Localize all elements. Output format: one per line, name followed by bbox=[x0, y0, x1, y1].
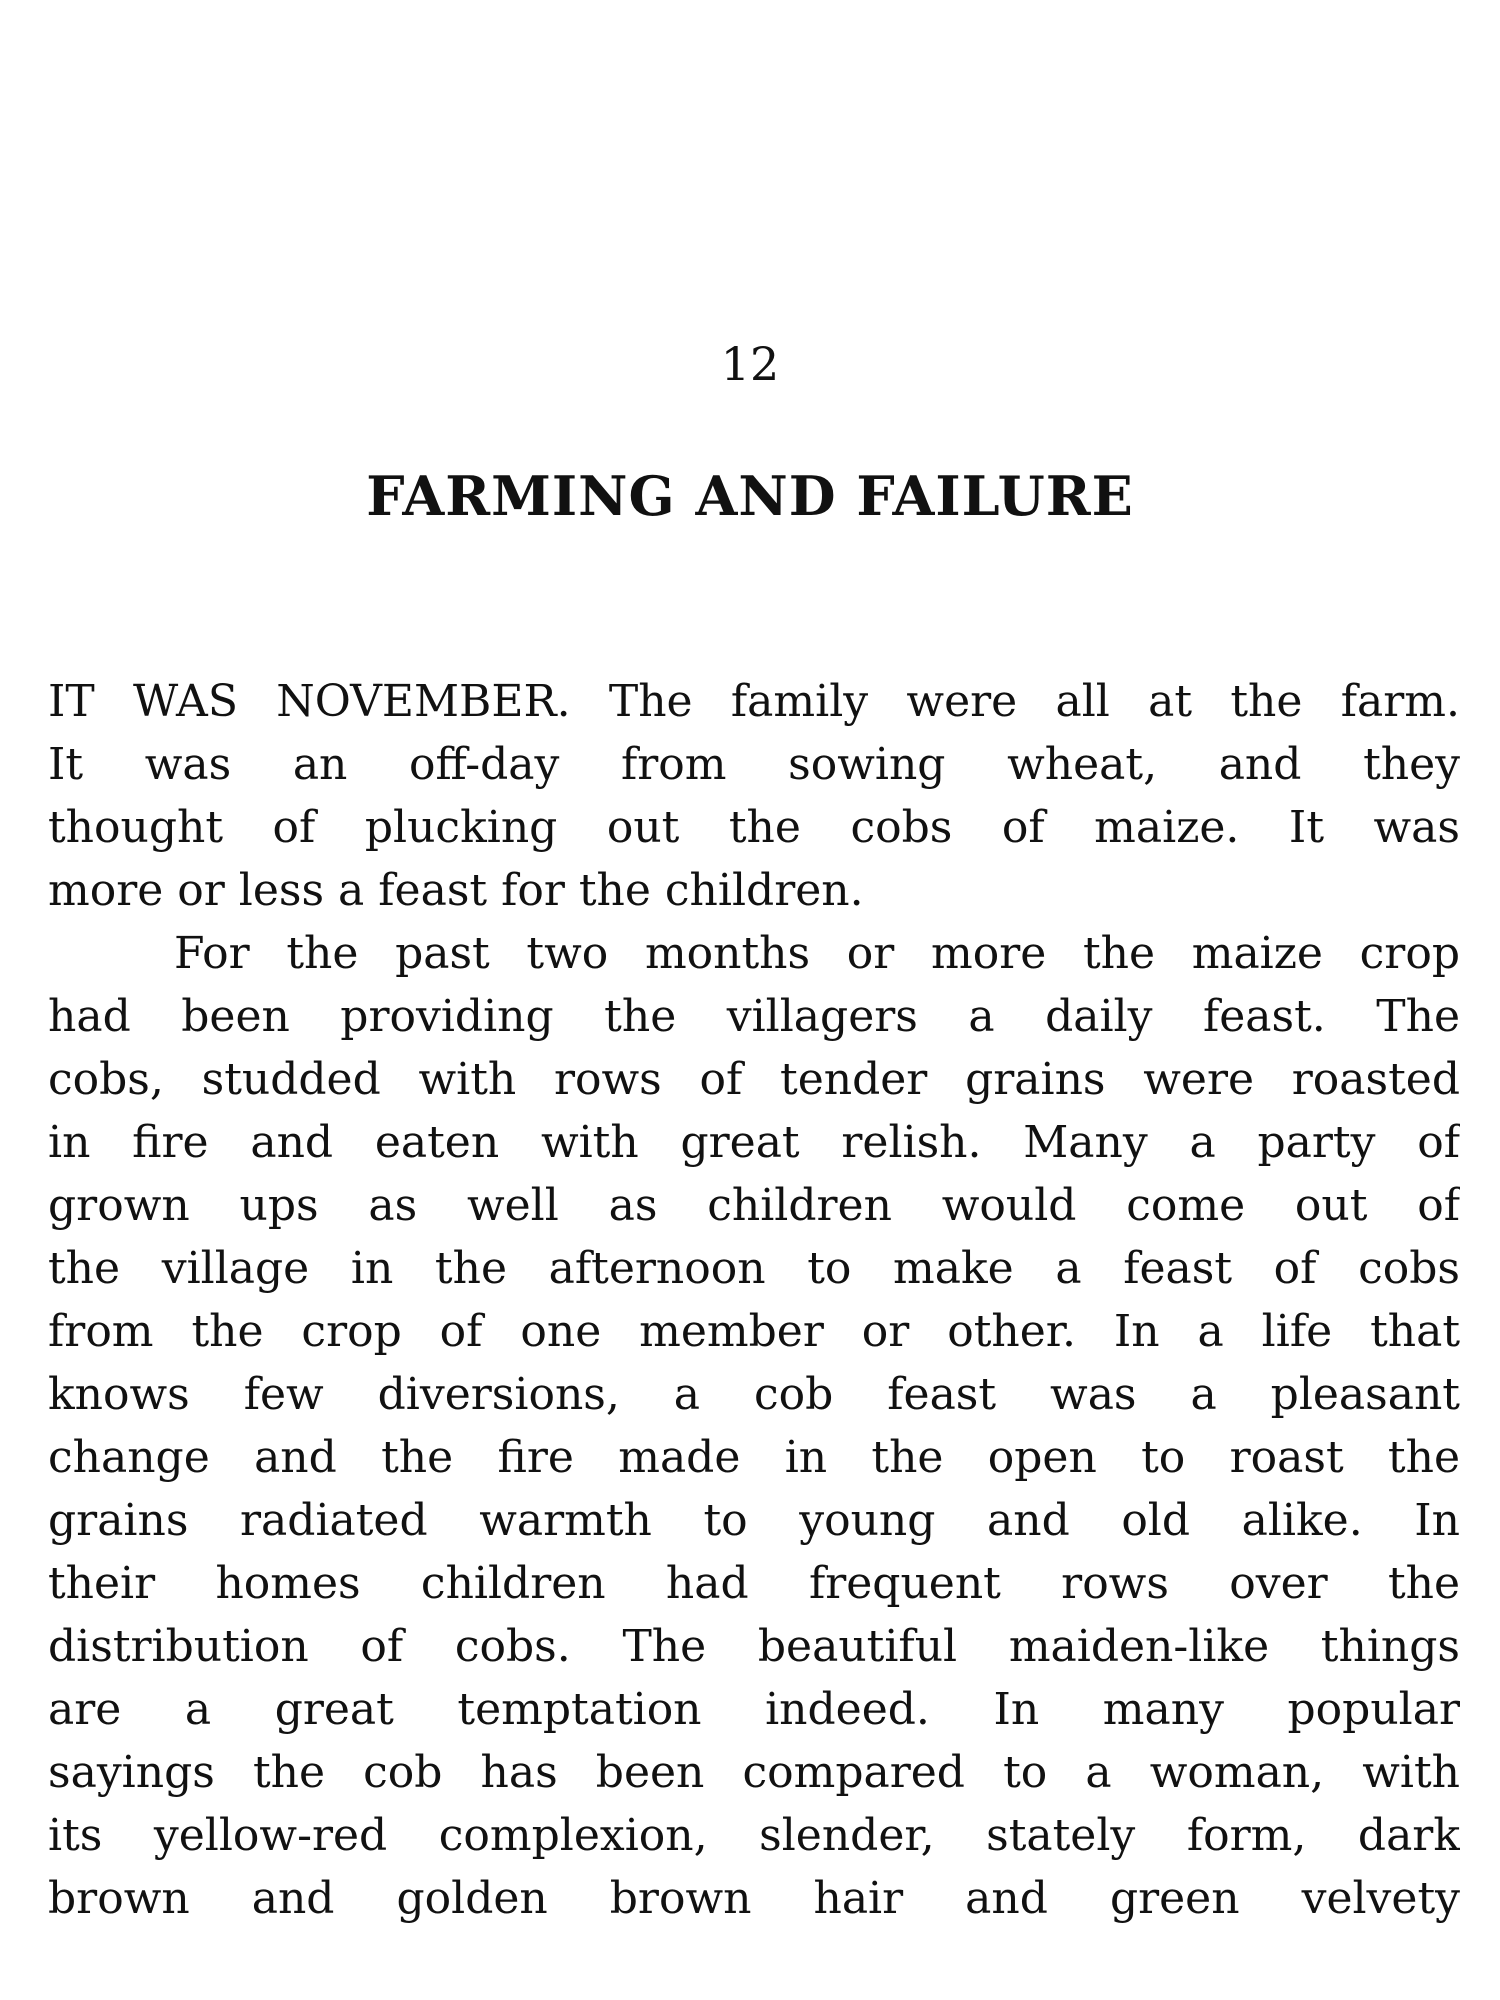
text-line: For the past two months or more the maize crop bbox=[174, 928, 1460, 979]
text-line: change and the fire made in the open to roast the bbox=[48, 1432, 1460, 1483]
text-line: the village in the afternoon to make a feast of cobs bbox=[48, 1243, 1460, 1294]
chapter-title: FARMING AND FAILURE bbox=[366, 464, 1134, 528]
text-line: grown ups as well as children would come out of bbox=[48, 1180, 1460, 1231]
text-line: thought of plucking out the cobs of maize. It was bbox=[48, 802, 1460, 853]
text-line: IT WAS NOVEMBER. The family were all at the farm. bbox=[48, 676, 1460, 727]
chapter-number: 12 bbox=[720, 337, 780, 391]
text-line: more or less a feast for the children. bbox=[48, 865, 864, 916]
text-line: had been providing the villagers a daily feast. The bbox=[48, 991, 1460, 1042]
text-line: its yellow-red complexion, slender, stately form, dark bbox=[48, 1810, 1460, 1861]
text-line: distribution of cobs. The beautiful maiden-like things bbox=[48, 1621, 1460, 1672]
text-line: in fire and eaten with great relish. Many a party of bbox=[48, 1117, 1460, 1168]
text-line: sayings the cob has been compared to a woman, with bbox=[48, 1747, 1460, 1798]
paragraph-1 bbox=[48, 670, 1460, 922]
text-line: grains radiated warmth to young and old alike. In bbox=[48, 1495, 1460, 1546]
text-line: from the crop of one member or other. In a life that bbox=[48, 1306, 1460, 1357]
paragraph-2 bbox=[48, 922, 1460, 1930]
text-line: are a great temptation indeed. In many popular bbox=[48, 1684, 1460, 1735]
text-line: It was an off-day from sowing wheat, and they bbox=[48, 739, 1460, 790]
text-line: brown and golden brown hair and green velvety bbox=[48, 1873, 1460, 1924]
body-text bbox=[48, 670, 1460, 1930]
text-line: cobs, studded with rows of tender grains were roasted bbox=[48, 1054, 1460, 1105]
text-line: their homes children had frequent rows over the bbox=[48, 1558, 1460, 1609]
text-line: knows few diversions, a cob feast was a pleasant bbox=[48, 1369, 1460, 1420]
